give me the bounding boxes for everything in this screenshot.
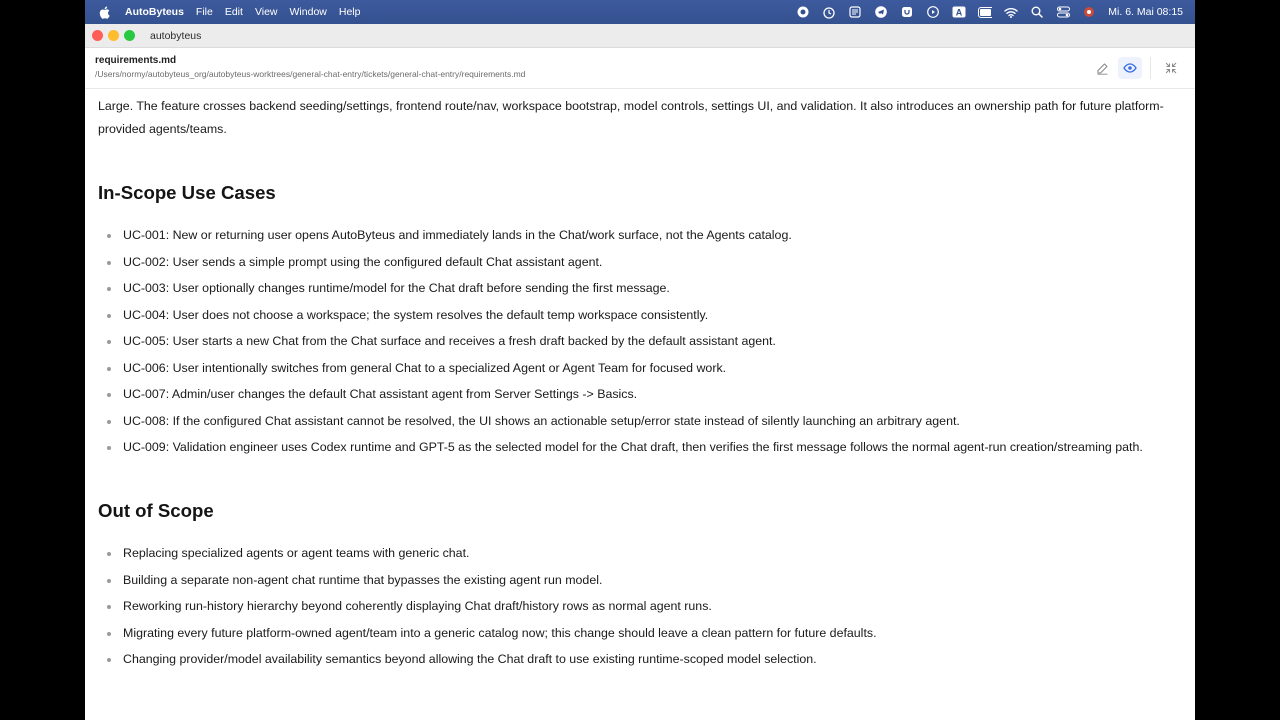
intro-paragraph: Large. The feature crosses backend seeding/settings, frontend route/nav, workspace bootstrap, model controls, settings UI, and validation. It also introduces an ownership path for future platform-provided agents/teams. [98, 99, 1164, 136]
eye-preview-icon [1123, 63, 1137, 73]
menubar-datetime[interactable]: Mi. 6. Mai 08:15 [1108, 6, 1183, 18]
collapse-button[interactable] [1159, 57, 1183, 79]
use-case-list [98, 224, 1165, 459]
out-of-scope-heading: Out of Scope [98, 500, 214, 521]
preview-button[interactable] [1118, 57, 1142, 79]
apple-logo-icon[interactable] [99, 6, 113, 19]
close-window-button[interactable] [92, 30, 103, 41]
list-item: Building a separate non-agent chat runtime that bypasses the existing agent run model. [98, 569, 1165, 592]
menu-window[interactable]: Window [289, 6, 327, 18]
menu-file[interactable]: File [195, 6, 213, 18]
list-item: UC-001: New or returning user opens AutoByteus and immediately lands in the Chat/work surface, not the Agents catalog. [98, 224, 1165, 247]
play-icon[interactable] [926, 5, 940, 19]
shield-icon[interactable] [900, 5, 914, 19]
file-header [85, 48, 1195, 89]
file-name: requirements.md [95, 55, 177, 66]
edit-button[interactable] [1090, 57, 1114, 79]
list-item: UC-006: User intentionally switches from general Chat to a specialized Agent or Agent Team for focused work. [98, 357, 1165, 380]
pencil-edit-icon [1096, 62, 1109, 75]
status-area [796, 5, 1195, 19]
list-item: Reworking run-history hierarchy beyond coherently displaying Chat draft/history rows as normal agent runs. [98, 595, 1165, 618]
window-title: autobyteus [150, 29, 202, 42]
timer-icon[interactable] [822, 5, 836, 19]
markdown-preview [85, 95, 1195, 671]
menu-help[interactable]: Help [338, 6, 361, 18]
list-item: UC-003: User optionally changes runtime/model for the Chat draft before sending the first message. [98, 277, 1165, 300]
list-item: Replacing specialized agents or agent teams with generic chat. [98, 542, 1165, 565]
keyboard-input-icon[interactable] [952, 5, 966, 19]
document-icon[interactable] [848, 5, 862, 19]
out-of-scope-list [98, 542, 1165, 671]
in-scope-heading: In-Scope Use Cases [98, 182, 276, 203]
list-item: Changing provider/model availability semantics beyond allowing the Chat draft to use existing runtime-scoped model selection. [98, 648, 1165, 671]
collapse-arrows-icon [1165, 62, 1177, 74]
record-icon[interactable] [796, 5, 810, 19]
control-center-icon[interactable] [1056, 5, 1070, 19]
menu-edit[interactable]: Edit [224, 6, 243, 18]
toolbar-divider [1150, 57, 1151, 79]
list-item: UC-004: User does not choose a workspace; the system resolves the default temp workspace consistently. [98, 304, 1165, 327]
search-icon[interactable] [1030, 5, 1044, 19]
file-toolbar [1086, 57, 1183, 79]
traffic-lights [92, 30, 135, 41]
battery-icon[interactable] [978, 5, 992, 19]
zoom-window-button[interactable] [124, 30, 135, 41]
list-item: UC-009: Validation engineer uses Codex runtime and GPT-5 as the selected model for the Chat draft, then verifies the first message follows the normal agent-run creation/streaming path. [98, 436, 1165, 459]
list-item: UC-007: Admin/user changes the default Chat assistant agent from Server Settings -> Basics. [98, 383, 1165, 406]
telegram-icon[interactable] [874, 5, 888, 19]
macos-menu-bar [85, 0, 1195, 24]
user-flag-icon[interactable] [1082, 5, 1096, 19]
list-item: Migrating every future platform-owned agent/team into a generic catalog now; this change should leave a clean pattern for future defaults. [98, 622, 1165, 645]
minimize-window-button[interactable] [108, 30, 119, 41]
menu-app-name[interactable]: AutoByteus [125, 6, 184, 18]
window-titlebar [85, 24, 1195, 48]
svg-text:A: A [956, 7, 963, 18]
list-item: UC-005: User starts a new Chat from the Chat surface and receives a fresh draft backed by the default assistant agent. [98, 330, 1165, 353]
app-window [85, 24, 1195, 720]
wifi-icon[interactable] [1004, 5, 1018, 19]
list-item: UC-008: If the configured Chat assistant cannot be resolved, the UI shows an actionable setup/error state instead of silently launching an arbitrary agent. [98, 410, 1165, 433]
file-path: /Users/normy/autobyteus_org/autobyteus-worktrees/general-chat-entry/tickets/general-chat-entry/requirements.md [95, 69, 526, 79]
list-item: UC-002: User sends a simple prompt using the configured default Chat assistant agent. [98, 251, 1165, 274]
menu-view[interactable]: View [254, 6, 278, 18]
